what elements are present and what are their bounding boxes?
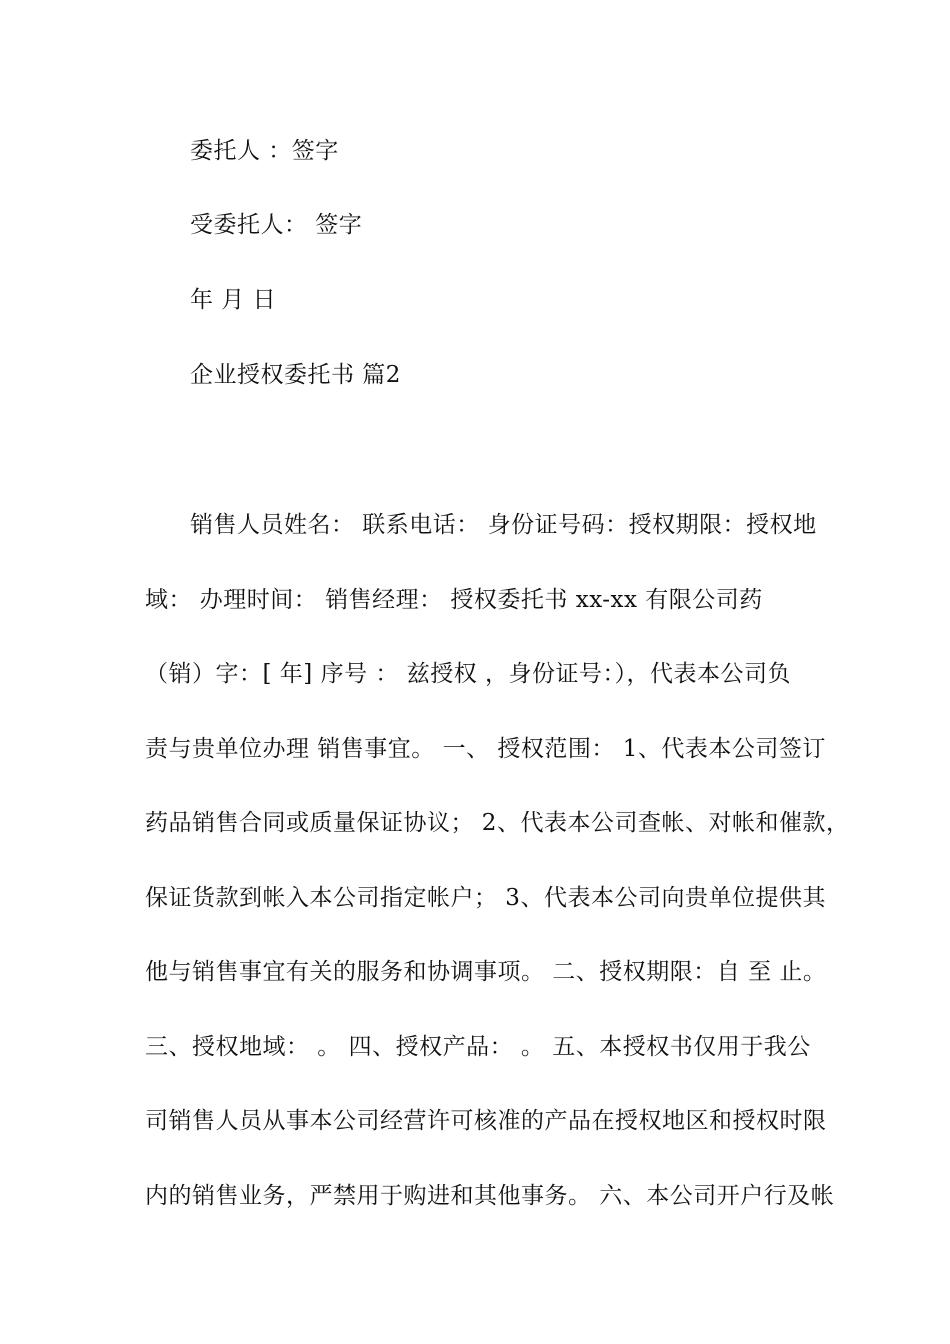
entrustor-signature-line: 委托人 ：签字 [190, 138, 339, 164]
body-paragraph-line-3: （销）字：[ 年] 序号 ： 兹授权 ，身份证号：），代表本公司负 [145, 661, 792, 687]
body-paragraph-line-6: 保证货款到帐入本公司指定帐户； 3、代表本公司向贵单位提供其 [145, 885, 826, 911]
body-paragraph-line-4: 责与贵单位办理 销售事宜。 一、 授权范围： 1、代表本公司签订 [145, 736, 826, 762]
body-paragraph-line-5: 药品销售合同或质量保证协议； 2、代表本公司查帐、对帐和催款， [145, 810, 850, 836]
body-paragraph-line-9: 司销售人员从事本公司经营许可核准的产品在授权地区和授权时限 [145, 1108, 827, 1134]
body-paragraph-line-1: 销售人员姓名： 联系电话： 身份证号码：授权期限：授权地 [190, 512, 817, 538]
body-paragraph-line-8: 三、授权地域： 。 四、授权产品： 。 五、本授权书仅用于我公 [145, 1034, 811, 1060]
entrustee-signature-line: 受委托人： 签字 [190, 212, 363, 238]
date-line: 年 月 日 [190, 287, 277, 313]
body-paragraph-line-2: 域： 办理时间： 销售经理： 授权委托书 xx-xx 有限公司药 [145, 587, 763, 613]
section-title: 企业授权委托书 篇2 [190, 362, 401, 388]
body-paragraph-line-7: 他与销售事宜有关的服务和协调事项。 二、授权期限：自 至 止。 [145, 959, 827, 985]
body-paragraph-line-10: 内的销售业务，严禁用于购进和其他事务。 六、本公司开户行及帐 [145, 1183, 835, 1209]
